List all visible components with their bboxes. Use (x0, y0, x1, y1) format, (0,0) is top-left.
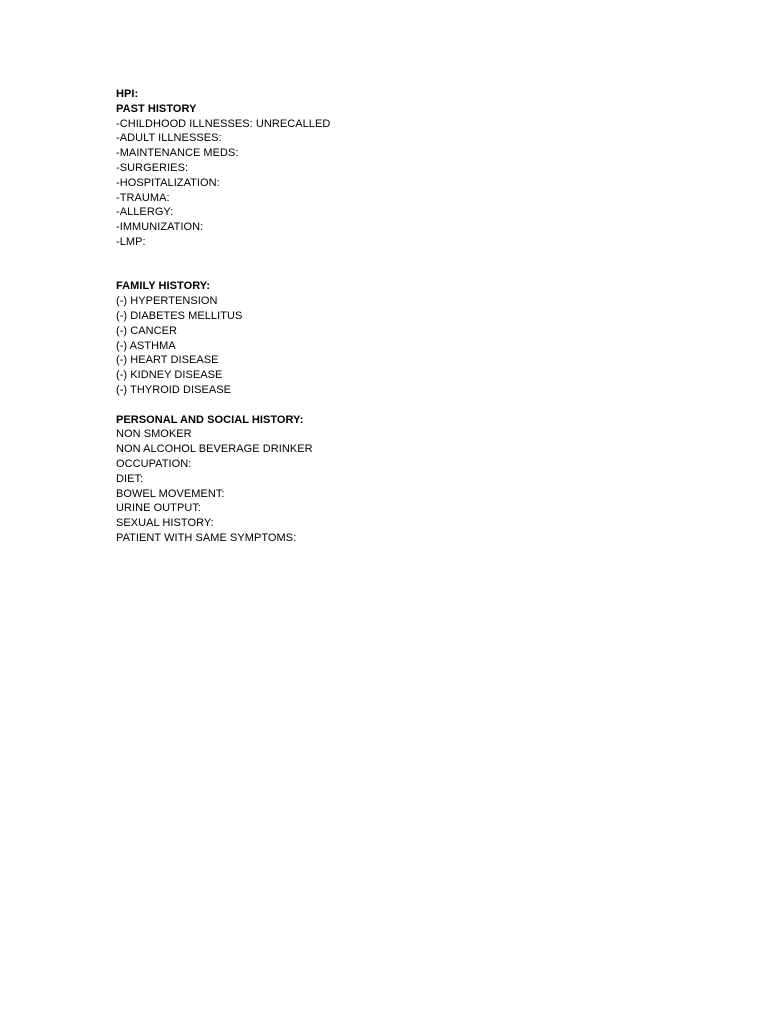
family-history-item-kidney-disease: (-) KIDNEY DISEASE (116, 369, 223, 382)
family-history-item-cancer: (-) CANCER (116, 324, 177, 337)
family-history-item-diabetes-mellitus: (-) DIABETES MELLITUS (116, 309, 243, 322)
personal-social-history-section (116, 413, 330, 546)
past-history-item-adult-illnesses: -ADULT ILLNESSES: (116, 132, 222, 145)
personal-social-item-alcohol: NON ALCOHOL BEVERAGE DRINKER (116, 443, 313, 456)
personal-social-history-heading: PERSONAL AND SOCIAL HISTORY: (116, 413, 304, 426)
family-history-section (116, 279, 330, 397)
family-history-heading: FAMILY HISTORY: (116, 280, 211, 293)
family-history-item-asthma: (-) ASTHMA (116, 339, 176, 352)
personal-social-item-occupation: OCCUPATION: (116, 457, 192, 470)
document-body (116, 87, 330, 546)
family-history-item-hypertension: (-) HYPERTENSION (116, 295, 218, 308)
past-history-item-surgeries: -SURGERIES: (116, 161, 189, 174)
past-history-item-trauma: -TRAUMA: (116, 191, 170, 204)
spacer (116, 250, 330, 280)
past-history-item-maintenance-meds: -MAINTENANCE MEDS: (116, 147, 239, 160)
personal-social-item-sexual-history: SEXUAL HISTORY: (116, 517, 214, 530)
past-history-item-hospitalization: -HOSPITALIZATION: (116, 176, 220, 189)
family-history-item-heart-disease: (-) HEART DISEASE (116, 354, 219, 367)
hpi-heading: HPI: (116, 88, 139, 100)
personal-social-item-smoking: NON SMOKER (116, 428, 192, 441)
past-history-item-childhood-illnesses: -CHILDHOOD ILLNESSES: UNRECALLED (116, 117, 331, 130)
past-history-section (116, 102, 330, 250)
personal-social-item-same-symptoms: PATIENT WITH SAME SYMPTOMS: (116, 531, 297, 544)
personal-social-item-urine-output: URINE OUTPUT: (116, 502, 201, 515)
past-history-item-allergy: -ALLERGY: (116, 206, 174, 219)
past-history-item-immunization: -IMMUNIZATION: (116, 221, 204, 234)
personal-social-item-diet: DIET: (116, 472, 144, 485)
past-history-item-lmp: -LMP: (116, 235, 146, 248)
personal-social-item-bowel-movement: BOWEL MOVEMENT: (116, 487, 225, 500)
spacer (116, 398, 330, 413)
family-history-item-thyroid-disease: (-) THYROID DISEASE (116, 383, 232, 396)
hpi-section (116, 87, 330, 102)
past-history-heading: PAST HISTORY (116, 102, 197, 115)
